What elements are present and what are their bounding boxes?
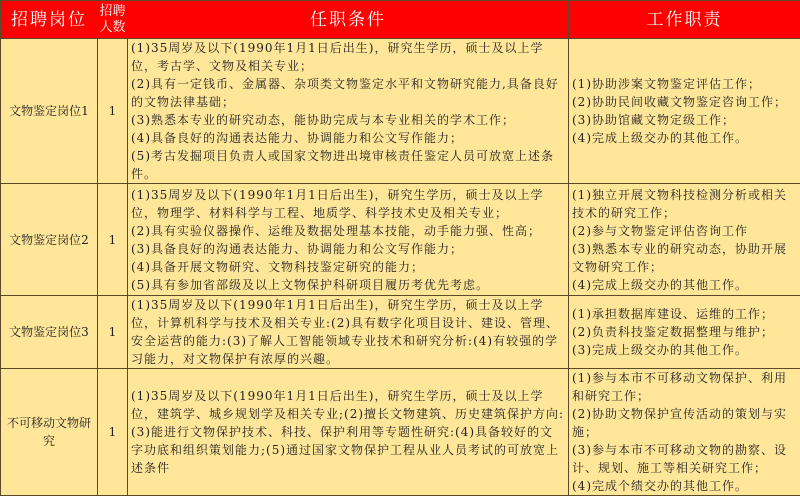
position-cell [1, 184, 98, 296]
header-row [1, 1, 800, 39]
duty-item: (3)熟悉本专业的研究动态，协助开展文物研究工作； [572, 240, 797, 276]
header-duties: 工作职责 [569, 1, 800, 39]
duty-item: (2)协助文物保护宣传活动的策划与实施； [572, 405, 797, 441]
count-cell [98, 296, 128, 369]
duty-item: (2)负责科技鉴定数据整理与维护； [572, 323, 797, 341]
duty-item: (1)参与本市不可移动文物保护、利用和研究工作； [572, 369, 797, 405]
requirement-item: (5)考古发掘项目负责人或国家文物进出境审核责任鉴定人员可放宽上述条件。 [131, 147, 565, 183]
table-row [1, 39, 800, 184]
duties-cell [569, 39, 800, 184]
header-requirements: 任职条件 [128, 1, 569, 39]
duty-item: (1)协助涉案文物鉴定评估工作； [572, 75, 797, 93]
position-cell [1, 39, 98, 184]
duty-item: (3)参与本市不可移动文物的勘察、设计、规划、施工等相关研究工作； [572, 441, 797, 477]
duty-item: (1)独立开展文物科技检测分析或相关技术的研究工作； [572, 186, 797, 222]
requirement-item: (4)具备开展文物研究、文物科技鉴定研究的能力； [131, 258, 565, 276]
duty-item: (3)完成上级交办的其他工作。 [572, 341, 797, 359]
count-cell [98, 39, 128, 184]
position-cell [1, 296, 98, 369]
requirement-item: (2)具有一定钱币、金属器、杂项类文物鉴定水平和文物研究能力,具备良好的文物法律基础； [131, 75, 565, 111]
table-row [1, 369, 800, 496]
duty-item: (4)完成个绩交办的其他工作。 [572, 477, 797, 495]
duty-item: (3)协助馆藏文物定级工作； [572, 111, 797, 129]
headcount: 1 [109, 233, 117, 247]
requirements-cell [128, 369, 569, 496]
duty-item: (4)完成上级交办的其他工作。 [572, 276, 797, 294]
headcount: 1 [109, 325, 117, 339]
duty-item: (2)协助民间收藏文物鉴定咨询工作； [572, 93, 797, 111]
position-name: 文物鉴定岗位3 [9, 325, 89, 339]
count-cell [98, 369, 128, 496]
requirement-item: (1)35周岁及以下(1990年1月1日后出生)，研究生学历，硕士及以上学位，计算机科学与技术及相关专业:(2)具有数字化项目设计、建设、管理、安全运营的能力:(3)了解人工智能领域专业技术和研究分析:(4)有较强的学习能力，对文物保护有浓厚的兴趣。 [131, 296, 565, 368]
position-name: 文物鉴定岗位1 [9, 104, 89, 118]
requirement-item: (5)具有参加省部级及以上文物保护科研项目履历考优先考虑。 [131, 276, 565, 294]
headcount: 1 [109, 425, 117, 439]
header-position: 招聘岗位 [1, 1, 98, 39]
duties-cell [569, 369, 800, 496]
requirements-cell [128, 184, 569, 296]
requirement-item: (1)35周岁及以下(1990年1月1日后出生)，研究生学历，硕士及以上学位，建筑学、城乡规划学及相关专业;(2)擅长文物建筑、历史建筑保护方向:(3)能进行文物保护技术、科技、保护利用等专题性研究:(4)具备较好的文字功底和组织策划能力;(5)通过国家文物保护工程从业人员考试的可放宽上述条件 [131, 387, 565, 477]
duty-item: (1)承担数据库建设、运维的工作； [572, 305, 797, 323]
header-count: 招聘人数 [98, 1, 128, 39]
position-name: 不可移动文物研究 [7, 416, 91, 448]
requirement-item: (3)熟悉本专业的研究动态，能协助完成与本专业相关的学术工作； [131, 111, 565, 129]
duty-item: (4)完成上级交办的其他工作。 [572, 129, 797, 147]
duty-item: (2)参与文物鉴定评估咨询工作 [572, 222, 797, 240]
requirement-item: (3)具备良好的沟通表达能力、协调能力和公文写作能力； [131, 240, 565, 258]
requirement-item: (4)具备良好的沟通表达能力、协调能力和公文写作能力； [131, 129, 565, 147]
position-cell [1, 369, 98, 496]
requirements-cell [128, 39, 569, 184]
count-cell [98, 184, 128, 296]
position-name: 文物鉴定岗位2 [9, 233, 89, 247]
duties-cell [569, 296, 800, 369]
requirements-cell [128, 296, 569, 369]
requirement-item: (1)35周岁及以下(1990年1月1日后出生)，研究生学历，硕士及以上学位，考古学、文物及相关专业； [131, 39, 565, 75]
duties-cell [569, 184, 800, 296]
requirement-item: (1)35周岁及以下(1990年1月1日后出生)，研究生学历，硕士及以上学位，物理学、材料科学与工程、地质学、科学技术史及相关专业； [131, 186, 565, 222]
table-row [1, 296, 800, 369]
table-row [1, 184, 800, 296]
headcount: 1 [109, 104, 117, 118]
requirement-item: (2)具有实验仪器操作、运维及数据处理基本技能，动手能力强、性高； [131, 222, 565, 240]
